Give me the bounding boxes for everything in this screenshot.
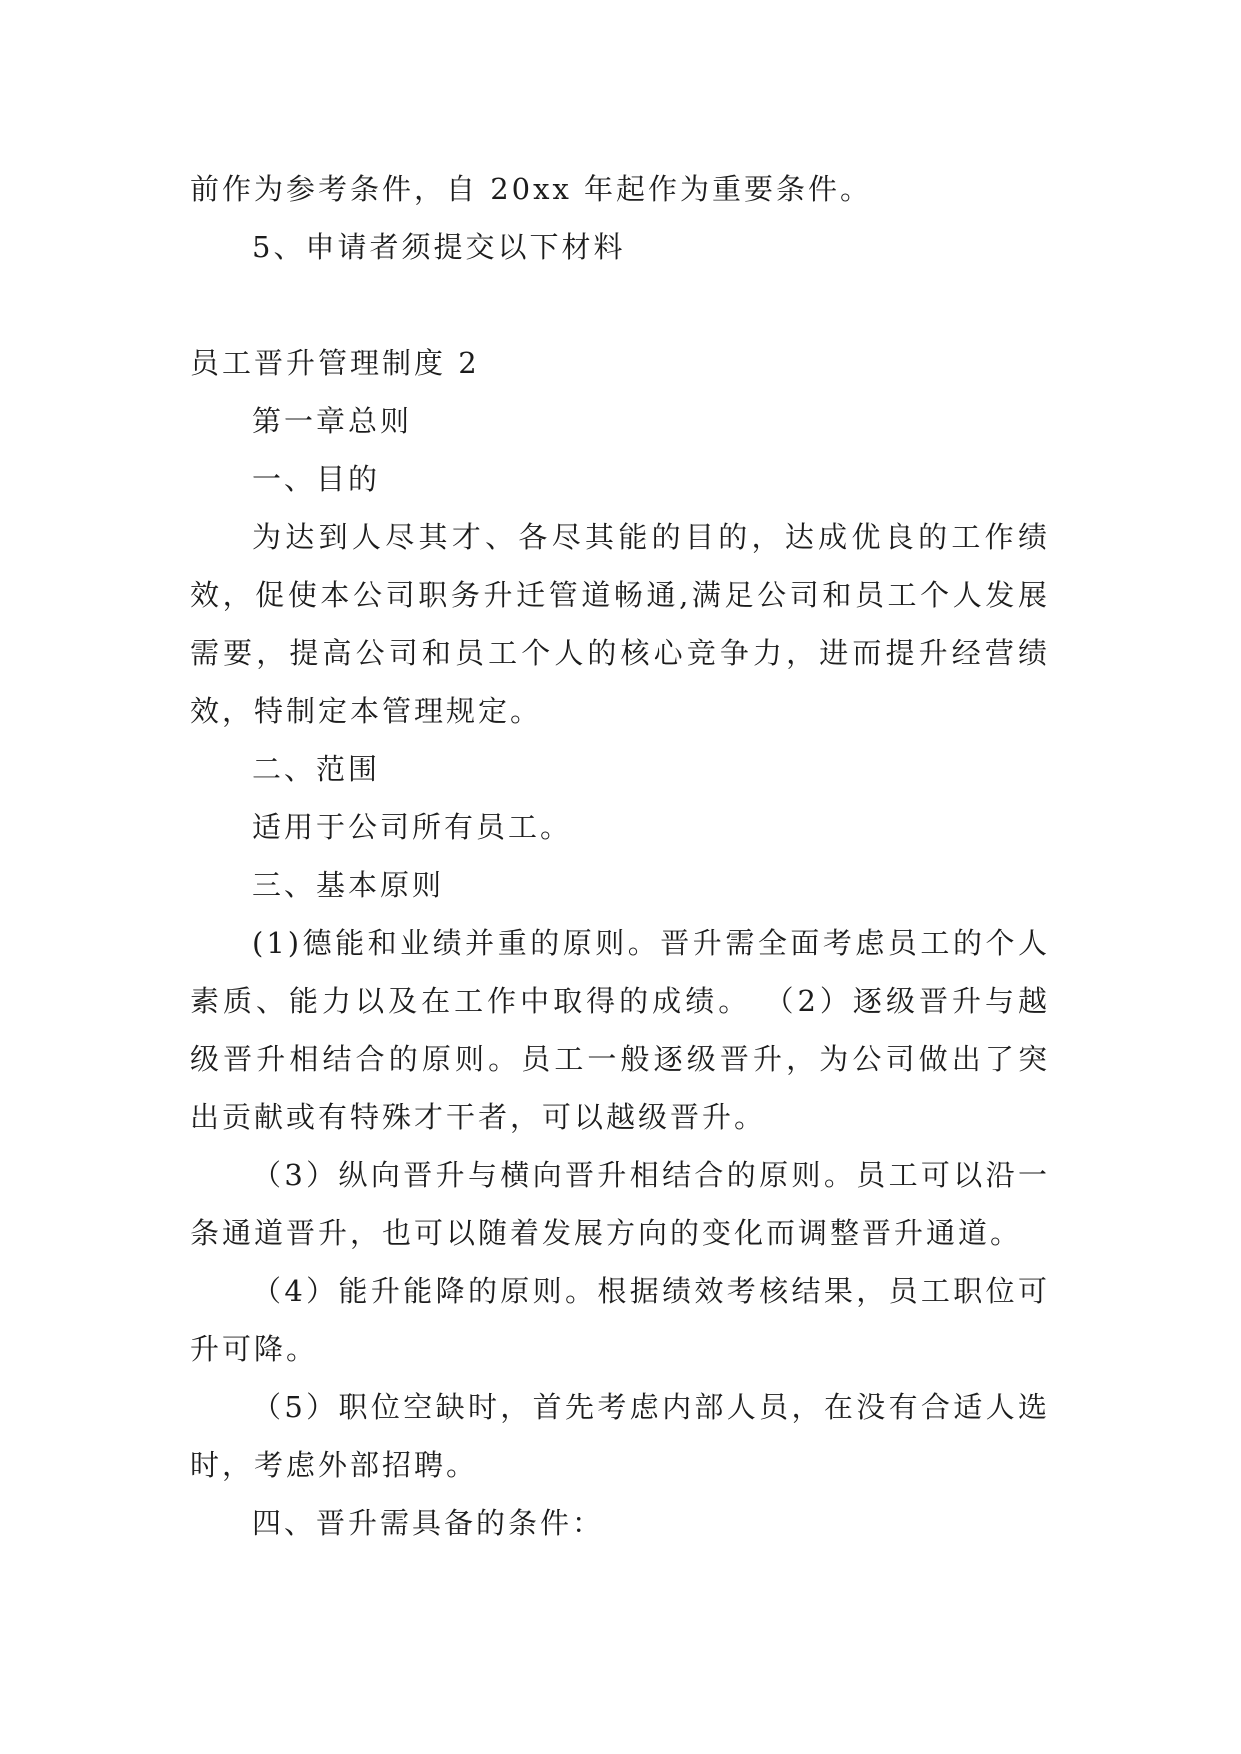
section-heading: 三、基本原则: [252, 868, 445, 902]
section-heading: 二、范围: [252, 752, 381, 786]
paragraph: (1)德能和业绩并重的原则。晋升需全面考虑员工的个人素质、能力以及在工作中取得的成绩。 （2）逐级晋升与越级晋升相结合的原则。员工一般逐级晋升，为公司做出了突出贡献或有特殊才干者，可以越级晋升。: [190, 926, 1050, 1134]
paragraph: 5、申请者须提交以下材料: [252, 230, 626, 264]
chapter-heading: 第一章总则: [252, 404, 413, 438]
section-heading: 四、晋升需具备的条件：: [252, 1506, 605, 1540]
document-body: [190, 160, 1050, 1552]
paragraph: （5）职位空缺时，首先考虑内部人员，在没有合适人选时，考虑外部招聘。: [190, 1390, 1050, 1482]
paragraph: 为达到人尽其才、各尽其能的目的，达成优良的工作绩效，促使本公司职务升迁管道畅通,满足公司和员工个人发展需要，提高公司和员工个人的核心竞争力，进而提升经营绩效，特制定本管理规定。: [190, 520, 1050, 728]
paragraph: （3）纵向晋升与横向晋升相结合的原则。员工可以沿一条通道晋升，也可以随着发展方向的变化而调整晋升通道。: [190, 1158, 1050, 1250]
section-heading: 一、目的: [252, 462, 381, 496]
paragraph: 适用于公司所有员工。: [252, 810, 573, 844]
paragraph: （4）能升能降的原则。根据绩效考核结果，员工职位可升可降。: [190, 1274, 1050, 1366]
paragraph-gap: [190, 276, 1050, 334]
section-title: 员工晋升管理制度 2: [190, 346, 480, 380]
paragraph: 前作为参考条件，自 20xx 年起作为重要条件。: [190, 172, 873, 206]
